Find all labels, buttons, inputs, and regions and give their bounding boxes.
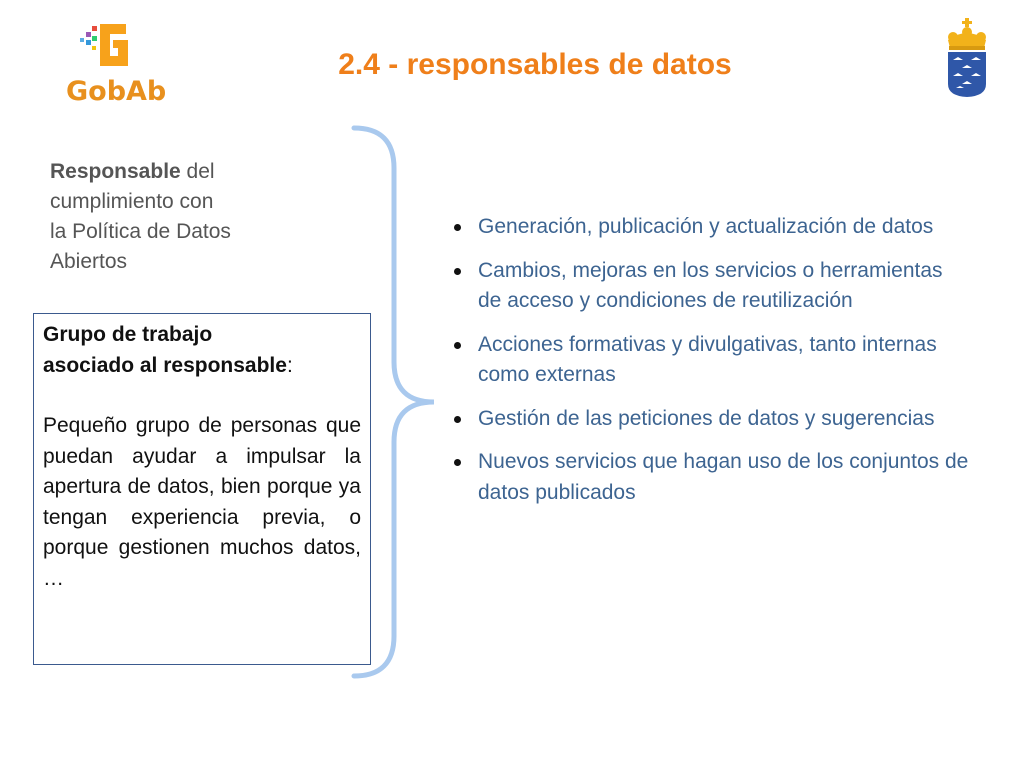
responsibilities-list [450, 212, 970, 521]
responsable-text [50, 157, 290, 277]
responsable-line3: la Política de Datos [50, 220, 231, 243]
list-item [450, 212, 970, 243]
gobab-logo-icon [62, 18, 162, 78]
list-item [450, 404, 970, 435]
responsable-line1: del [180, 160, 215, 183]
grupo-title-line1: Grupo de trabajo [43, 323, 213, 346]
page-title: 2.4 - responsables de datos [338, 48, 732, 81]
responsable-line2: cumplimiento con [50, 190, 214, 213]
grupo-box [33, 313, 371, 665]
list-item-text: Acciones formativas y divulgativas, tanto internas como externas [478, 332, 937, 386]
grupo-title-line2: asociado al responsable [43, 353, 287, 377]
bullet-dot-icon [454, 459, 461, 466]
coat-of-arms-icon [944, 18, 990, 98]
bullet-dot-icon [454, 416, 461, 423]
grupo-body: Pequeño grupo de personas que puedan ayudar a impulsar la apertura de datos, bien porque ya tengan experiencia previa, o porque gestionen muchos datos, … [43, 414, 361, 590]
grupo-title-colon: : [286, 353, 293, 377]
responsable-line4: Abiertos [50, 250, 128, 273]
list-item-text: Nuevos servicios que hagan uso de los conjuntos de datos publicados [478, 450, 969, 504]
responsable-bold: Responsable [50, 160, 181, 183]
bullet-dot-icon [454, 342, 461, 349]
list-item-text: Cambios, mejoras en los servicios o herramientas de acceso y condiciones de reutilización [478, 258, 943, 312]
list-item [450, 256, 970, 317]
list-item [450, 447, 970, 508]
list-item-text: Gestión de las peticiones de datos y sugerencias [478, 406, 935, 430]
gobab-logo [62, 18, 167, 112]
logo-text: GobAb [66, 76, 167, 107]
bullet-dot-icon [454, 268, 461, 275]
coat-of-arms [944, 18, 990, 98]
curly-brace-icon [348, 124, 438, 680]
list-item [450, 330, 970, 391]
bullet-dot-icon [454, 224, 461, 231]
list-item-text: Generación, publicación y actualización de datos [478, 215, 934, 238]
grupo-title [43, 320, 361, 381]
